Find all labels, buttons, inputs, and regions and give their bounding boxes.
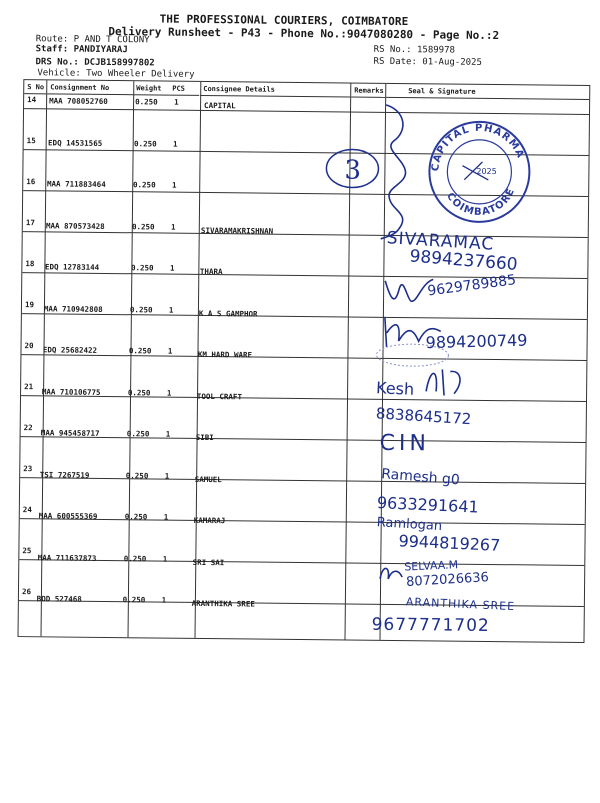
row-consignee: THARA: [199, 266, 223, 277]
row-divider: [19, 600, 584, 607]
row-consignee: KAMARAJ: [193, 515, 226, 526]
row-consignment-no: MAA 708052760: [49, 96, 108, 106]
row-sno: 19: [24, 300, 35, 310]
col-header-sno: S No: [24, 80, 46, 94]
handwritten-name-21: Kesh: [375, 378, 415, 399]
row-consignee: K A S GAMPHOR: [198, 308, 258, 319]
row-sno: 21: [24, 382, 34, 392]
row-consignee: SIVARAMAKRISHNAN: [200, 225, 274, 236]
row-weight: 0.250: [124, 512, 148, 522]
row-sno: 22: [23, 423, 33, 433]
row-sno: 18: [25, 259, 35, 269]
handwritten-name-22: CIN: [379, 430, 430, 457]
row-weight: 0.250: [130, 263, 154, 273]
row-weight: 0.250: [135, 97, 158, 107]
company-seal-stamp: [424, 113, 535, 224]
row-sno: 26: [21, 587, 32, 597]
handwritten-phone-25b: 8072026636: [405, 570, 490, 590]
row-sno: 17: [25, 218, 35, 228]
row-weight: 0.250: [132, 180, 156, 190]
row-consignment-no: EDQ 12783144: [44, 262, 100, 272]
row-weight: 0.250: [123, 553, 147, 563]
row-consignment-no: EDQ 25682422: [42, 345, 98, 355]
row-consignee: KM HARD WARE: [197, 349, 253, 360]
row-sno: 23: [23, 464, 33, 474]
vehicle-label: Vehicle: Two Wheeler Delivery: [37, 68, 195, 80]
row-consignee: TOOL CRAFT: [196, 391, 243, 401]
stamp-top-text: CAPITAL PHARMA: [430, 122, 526, 172]
col-header-seal: Seal & Signature: [386, 84, 589, 100]
row-sno: 16: [26, 177, 36, 187]
row-weight: 0.250: [134, 138, 157, 148]
handwritten-name-17: SIVARAMAC: [386, 228, 495, 255]
row-sno: 25: [22, 546, 32, 556]
drs-number: DRS No.: DCJB158997802: [35, 57, 155, 69]
row-consignee: SAMUEL: [194, 474, 222, 484]
row-pcs: 1: [162, 554, 168, 564]
row-consignee: ARANTHIKA SREE: [191, 598, 255, 609]
row-consignment-no: MAA 710106775: [41, 386, 101, 397]
col-header-consignment: Consignment No: [47, 80, 133, 95]
row-sno: 14: [27, 95, 37, 105]
row-consignment-no: MAA 710942808: [43, 303, 103, 314]
row-pcs: 1: [166, 388, 172, 398]
row-sno: 20: [24, 341, 34, 351]
row-weight: 0.250: [127, 387, 151, 397]
col-header-weight: Weight: [133, 81, 169, 95]
handwritten-phone-22: 8838645172: [375, 404, 472, 429]
handwritten-name-26: ARANTHIKA SREE: [405, 595, 516, 614]
row-pcs: 1: [169, 263, 175, 273]
row-consignment-no: MAA 711883464: [46, 179, 106, 189]
handwritten-phone-26: 9677771702: [371, 614, 490, 636]
row-weight: 0.250: [128, 346, 152, 356]
row-pcs: 1: [171, 180, 177, 190]
row-consignment-no: TSI 7267519: [39, 469, 90, 480]
row-weight: 0.250: [122, 595, 146, 605]
row-divider: [21, 436, 586, 443]
stamp-date: 2025: [476, 166, 497, 177]
handwritten-phone-24: 9633291641: [376, 493, 480, 517]
row-pcs: 1: [164, 471, 170, 481]
row-consignment-no: BOD 527468: [36, 594, 82, 604]
staff-label: Staff: PANDIYARAJ: [35, 44, 128, 56]
col-header-consignee: Consignee Details: [200, 82, 350, 98]
circled-number-mark: [324, 146, 384, 192]
rs-date: RS Date: 01-Aug-2025: [373, 56, 482, 68]
row-pcs: 1: [163, 512, 169, 522]
row-divider: [20, 477, 585, 484]
row-consignment-no: MAA 870573428: [45, 220, 105, 231]
row-pcs: 1: [168, 305, 174, 315]
col-divider: [195, 82, 202, 638]
row-pcs: 1: [167, 346, 173, 356]
handwritten-phone-17: 9894237660: [408, 246, 519, 276]
row-consignment-no: MAA 600555369: [38, 511, 98, 521]
row-pcs: 1: [174, 97, 179, 107]
handwritten-phone-25: 9944819267: [398, 531, 501, 555]
stamp-bottom-text: COIMBATORE: [444, 186, 518, 218]
handwritten-phone-18: 9629789885: [426, 272, 517, 300]
row-consignment-no: EDQ 14531565: [48, 137, 103, 148]
row-divider: [19, 559, 584, 566]
handwritten-name-24: Ramlogan: [376, 515, 443, 535]
row-consignee: SRI SAI: [192, 557, 225, 567]
row-sno: 15: [26, 136, 36, 146]
col-header-remarks: Remarks: [351, 84, 385, 98]
circled-number: 3: [344, 155, 362, 186]
rs-number: RS No.: 1589978: [373, 44, 456, 56]
row-divider: [21, 354, 586, 361]
row-sno: 24: [22, 505, 32, 515]
row-consignee: CAPITAL: [204, 100, 236, 111]
runsheet-subtitle: Delivery Runsheet - P43 - Phone No.:9047080280 - Page No.:2: [108, 24, 500, 43]
row-weight: 0.250: [125, 470, 149, 480]
handwritten-name-25: SELVAA.M: [404, 558, 459, 574]
handwritten-phone-20: 9894200749: [425, 330, 528, 353]
row-divider: [22, 272, 587, 279]
row-pcs: 1: [165, 429, 171, 439]
company-title: THE PROFESSIONAL COURIERS, COIMBATORE: [159, 12, 409, 29]
row-divider: [23, 231, 588, 238]
row-weight: 0.250: [126, 429, 150, 439]
row-consignment-no: MAA 945458717: [40, 428, 100, 438]
col-header-pcs: PCS: [169, 82, 199, 96]
row-consignee: SIBI: [195, 432, 214, 443]
row-divider: [22, 313, 587, 320]
row-divider: [21, 395, 586, 402]
row-pcs: 1: [161, 595, 167, 605]
row-weight: 0.250: [131, 221, 155, 231]
route-label: Route: P AND T COLONY: [35, 34, 150, 46]
row-pcs: 1: [170, 222, 176, 232]
row-consignment-no: MAA 711637873: [37, 552, 97, 563]
row-weight: 0.250: [129, 304, 153, 314]
handwritten-name-23: Ramesh g0: [380, 466, 461, 489]
row-pcs: 1: [173, 139, 178, 149]
